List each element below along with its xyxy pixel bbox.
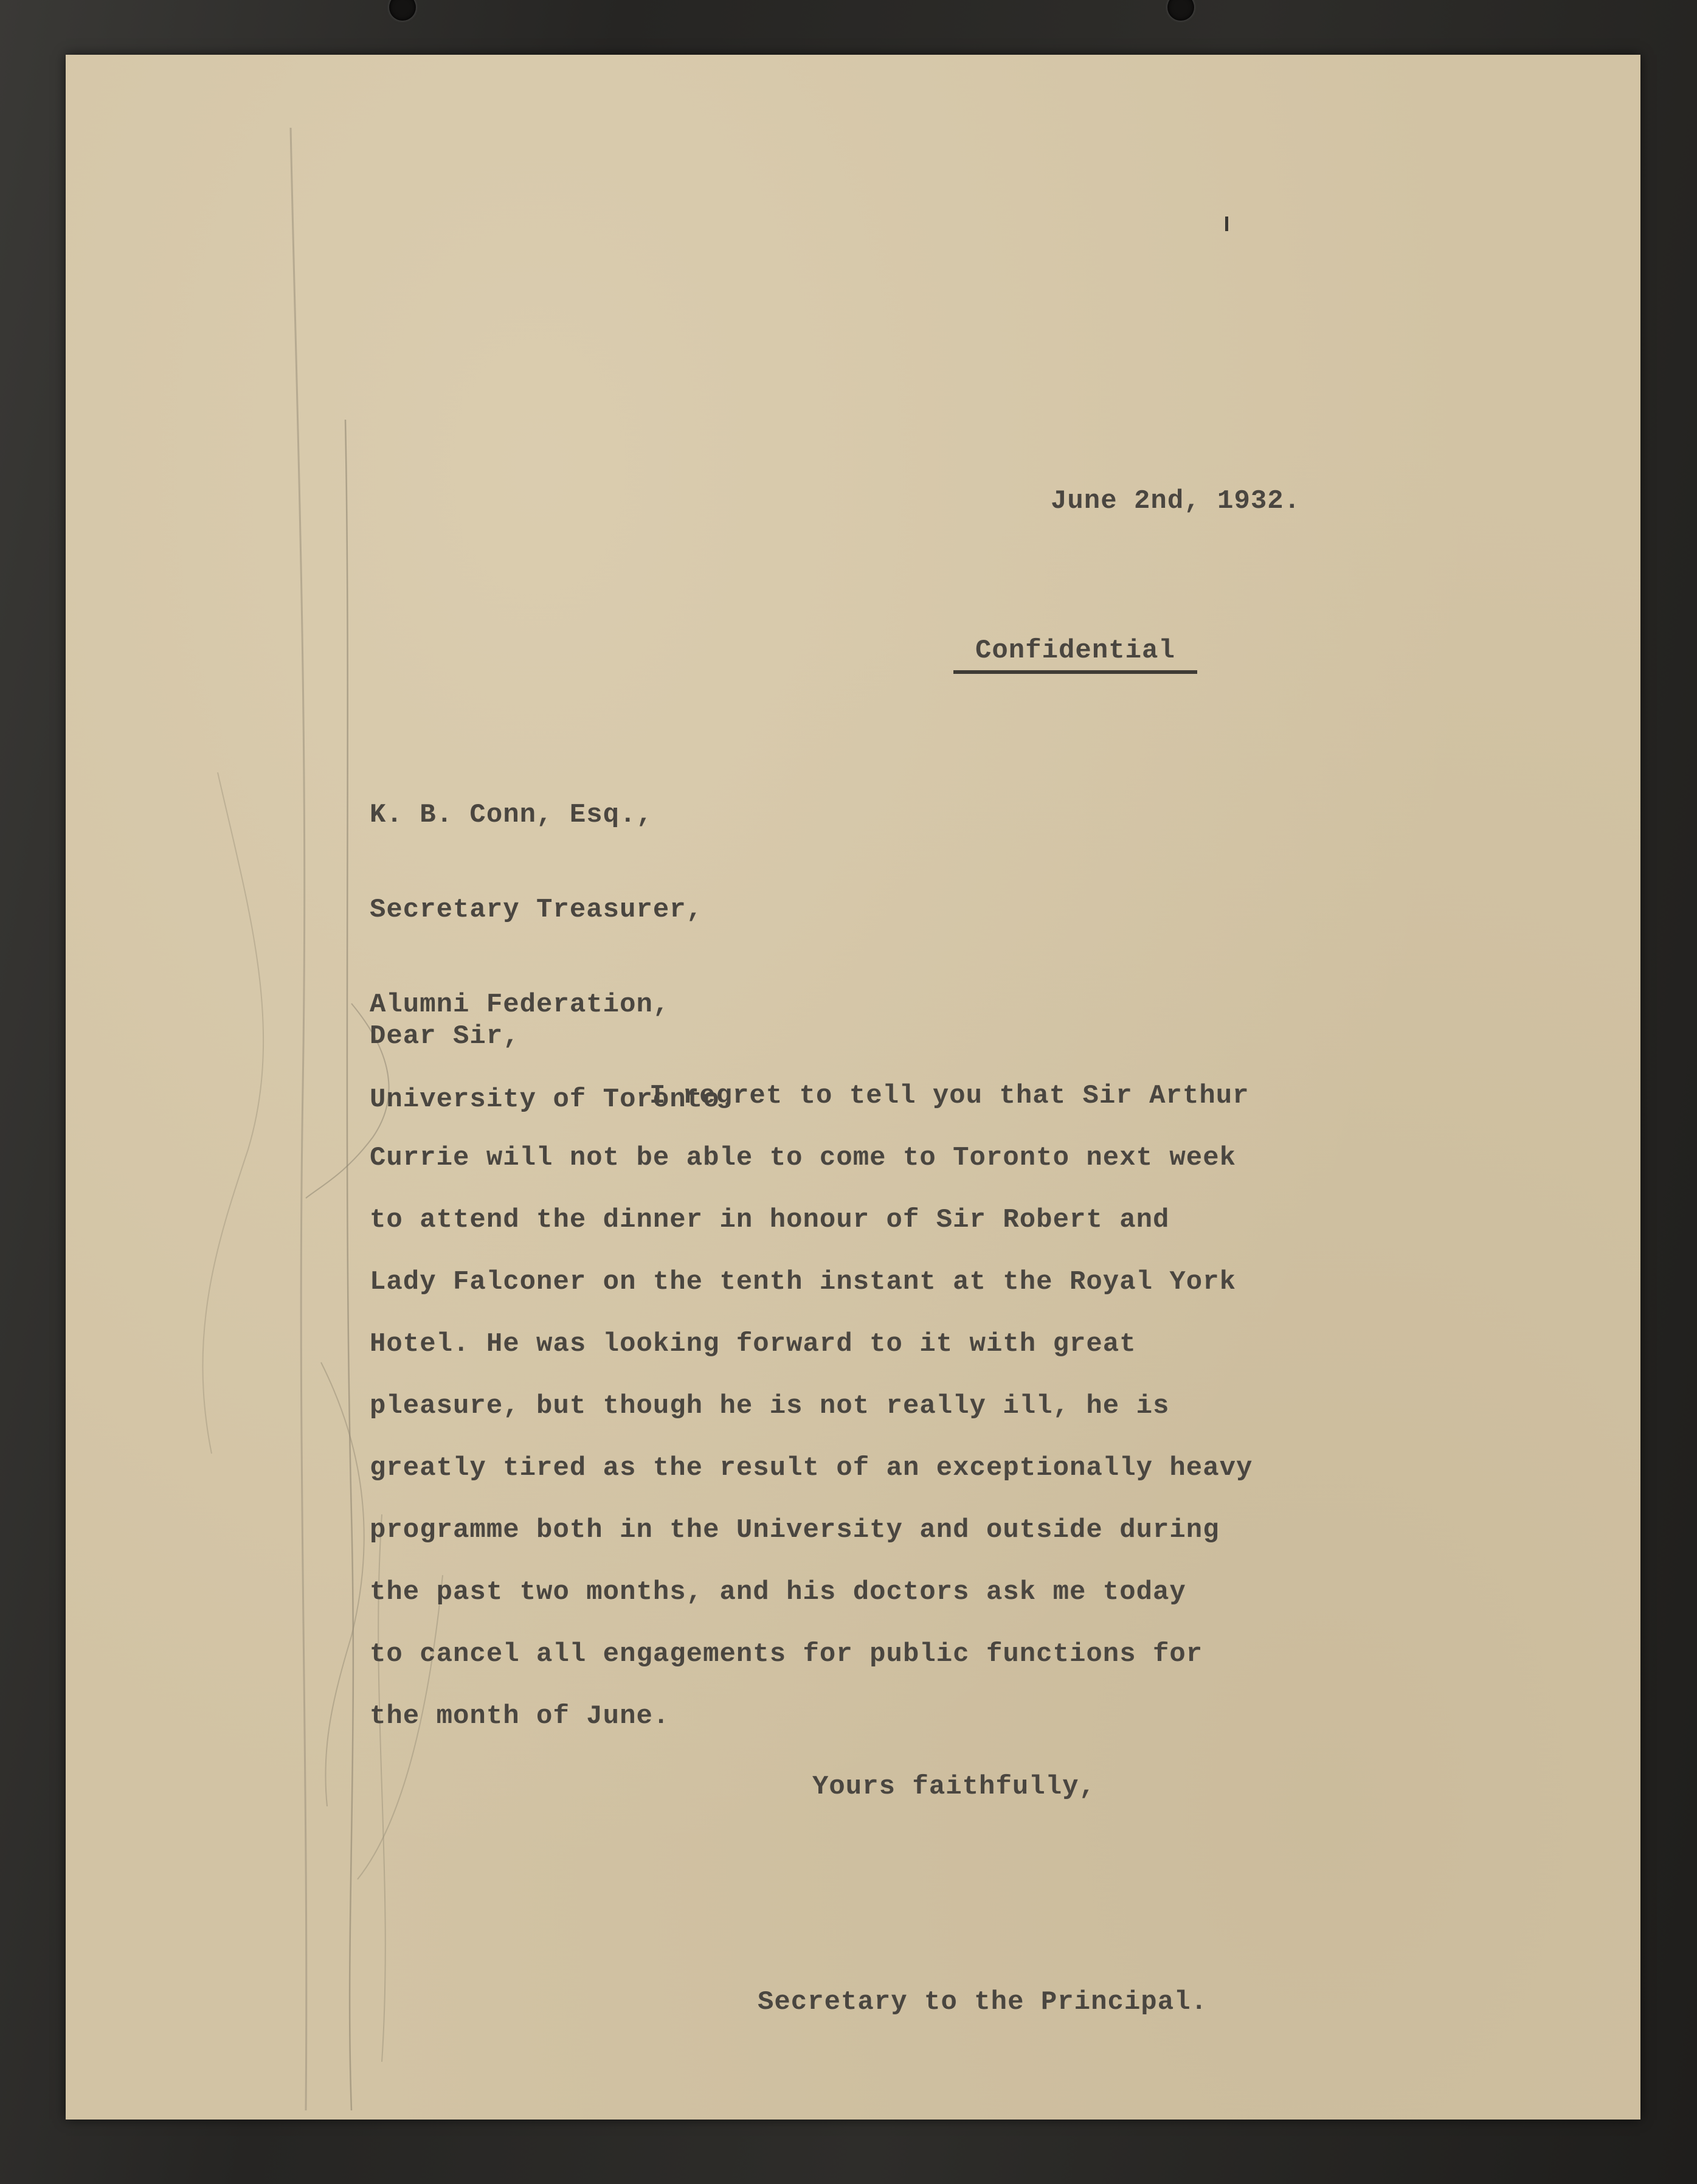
body-line: I regret to tell you that Sir Arthur [649,1081,1249,1111]
recipient-line: Secretary Treasurer, [370,895,703,925]
recipient-line: University of Toronto. [370,1084,736,1115]
body-line: Lady Falconer on the tenth instant at the Royal York [370,1267,1237,1297]
letter-date: June 2nd, 1932. [1051,486,1301,516]
body-line: programme both in the University and outside during [370,1515,1220,1545]
body-line: to attend the dinner in honour of Sir Robert and [370,1205,1170,1235]
body-line: to cancel all engagements for public functions for [370,1639,1203,1669]
recipient-line: Alumni Federation, [370,990,670,1020]
recipient-line: K. B. Conn, Esq., [370,800,653,830]
salutation: Dear Sir, [370,1021,520,1052]
body-line: greatly tired as the result of an exceptionally heavy [370,1453,1253,1483]
body-line: Hotel. He was looking forward to it with great [370,1329,1136,1359]
confidential-marking: Confidential [953,637,1197,674]
body-line: Currie will not be able to come to Toronto next week [370,1143,1237,1173]
body-line: pleasure, but though he is not really ill, he is [370,1391,1170,1421]
body-line: the past two months, and his doctors ask me today [370,1577,1186,1607]
signature-title: Secretary to the Principal. [758,1987,1208,2017]
ink-mark [1225,217,1228,231]
closing: Yours faithfully, [812,1772,1096,1802]
letter-page [66,55,1640,2120]
body-line: the month of June. [370,1701,670,1732]
